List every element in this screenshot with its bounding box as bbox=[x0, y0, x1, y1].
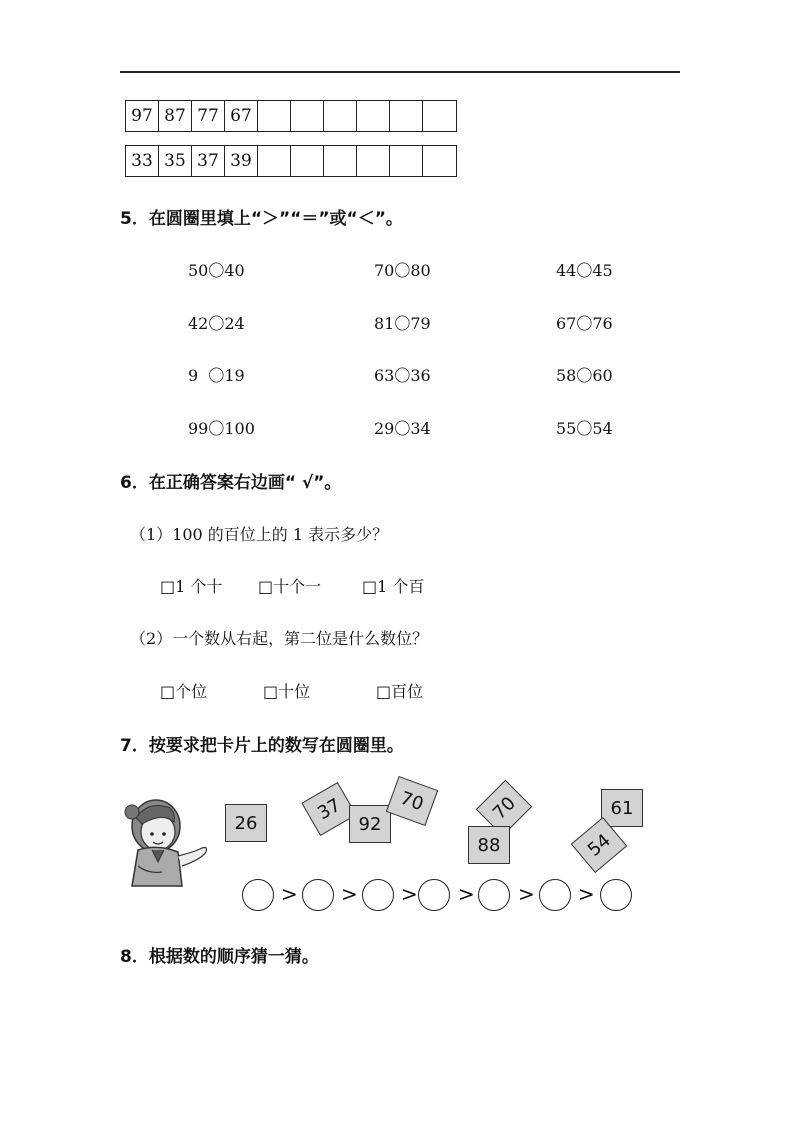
option-checkbox[interactable]: □1 个十 bbox=[160, 577, 223, 596]
question-6-title: 6．在正确答案右边画“ √”。 bbox=[120, 473, 342, 493]
blank-cell[interactable] bbox=[357, 101, 390, 131]
blank-cell[interactable] bbox=[390, 146, 423, 176]
sub-question-1: （1）100 的百位上的 1 表示多少？ bbox=[130, 525, 389, 544]
compare-item[interactable]: 44〇45 bbox=[556, 261, 613, 280]
answer-circle[interactable] bbox=[418, 879, 450, 911]
greater-than-sign: > bbox=[281, 882, 298, 906]
blank-cell[interactable] bbox=[258, 101, 291, 131]
number-cell: 35 bbox=[159, 146, 192, 176]
question-7-title: 7．按要求把卡片上的数写在圆圈里。 bbox=[120, 736, 404, 756]
answer-circle[interactable] bbox=[242, 879, 274, 911]
option-checkbox[interactable]: □1 个百 bbox=[362, 577, 425, 596]
blank-cell[interactable] bbox=[423, 146, 456, 176]
option-checkbox[interactable]: □十位 bbox=[263, 682, 311, 701]
compare-item[interactable]: 9 〇19 bbox=[188, 366, 245, 385]
number-card[interactable]: 88 bbox=[468, 826, 510, 864]
top-rule bbox=[120, 71, 680, 73]
greater-than-sign: > bbox=[578, 882, 595, 906]
number-card[interactable]: 70 bbox=[476, 780, 533, 837]
number-card[interactable]: 92 bbox=[349, 805, 391, 843]
girl-illustration bbox=[118, 790, 218, 890]
option-checkbox[interactable]: □百位 bbox=[376, 682, 424, 701]
answer-circle[interactable] bbox=[478, 879, 510, 911]
greater-than-sign: > bbox=[401, 882, 418, 906]
compare-item[interactable]: 55〇54 bbox=[556, 419, 613, 438]
compare-item[interactable]: 58〇60 bbox=[556, 366, 613, 385]
number-card[interactable]: 70 bbox=[386, 776, 438, 826]
compare-item[interactable]: 50〇40 bbox=[188, 261, 245, 280]
answer-circle[interactable] bbox=[302, 879, 334, 911]
option-checkbox[interactable]: □十个一 bbox=[258, 577, 322, 596]
blank-cell[interactable] bbox=[291, 146, 324, 176]
compare-item[interactable]: 81〇79 bbox=[374, 314, 431, 333]
number-cell: 77 bbox=[192, 101, 225, 131]
blank-cell[interactable] bbox=[291, 101, 324, 131]
number-cell: 67 bbox=[225, 101, 258, 131]
blank-cell[interactable] bbox=[258, 146, 291, 176]
compare-item[interactable]: 29〇34 bbox=[374, 419, 431, 438]
compare-item[interactable]: 42〇24 bbox=[188, 314, 245, 333]
blank-cell[interactable] bbox=[357, 146, 390, 176]
blank-cell[interactable] bbox=[390, 101, 423, 131]
number-cell: 37 bbox=[192, 146, 225, 176]
compare-item[interactable]: 70〇80 bbox=[374, 261, 431, 280]
number-row-1 bbox=[125, 100, 457, 132]
sub-question-2: （2）一个数从右起，第二位是什么数位？ bbox=[130, 629, 429, 648]
number-card[interactable]: 37 bbox=[301, 782, 356, 836]
answer-circle[interactable] bbox=[362, 879, 394, 911]
number-cell: 97 bbox=[126, 101, 159, 131]
greater-than-sign: > bbox=[518, 882, 535, 906]
option-checkbox[interactable]: □个位 bbox=[160, 682, 208, 701]
answer-circle[interactable] bbox=[600, 879, 632, 911]
blank-cell[interactable] bbox=[423, 101, 456, 131]
question-8-title: 8．根据数的顺序猜一猜。 bbox=[120, 947, 319, 967]
number-row-2 bbox=[125, 145, 457, 177]
number-cell: 33 bbox=[126, 146, 159, 176]
blank-cell[interactable] bbox=[324, 146, 357, 176]
number-card[interactable]: 26 bbox=[225, 804, 267, 842]
blank-cell[interactable] bbox=[324, 101, 357, 131]
number-card[interactable]: 61 bbox=[601, 789, 643, 827]
number-cell: 87 bbox=[159, 101, 192, 131]
number-card[interactable]: 54 bbox=[571, 817, 628, 873]
number-cell: 39 bbox=[225, 146, 258, 176]
question-5-title: 5．在圆圈里填上“＞”“＝”或“＜”。 bbox=[120, 209, 403, 229]
compare-item[interactable]: 99〇100 bbox=[188, 419, 255, 438]
answer-circle[interactable] bbox=[539, 879, 571, 911]
compare-item[interactable]: 67〇76 bbox=[556, 314, 613, 333]
compare-item[interactable]: 63〇36 bbox=[374, 366, 431, 385]
greater-than-sign: > bbox=[458, 882, 475, 906]
greater-than-sign: > bbox=[341, 882, 358, 906]
